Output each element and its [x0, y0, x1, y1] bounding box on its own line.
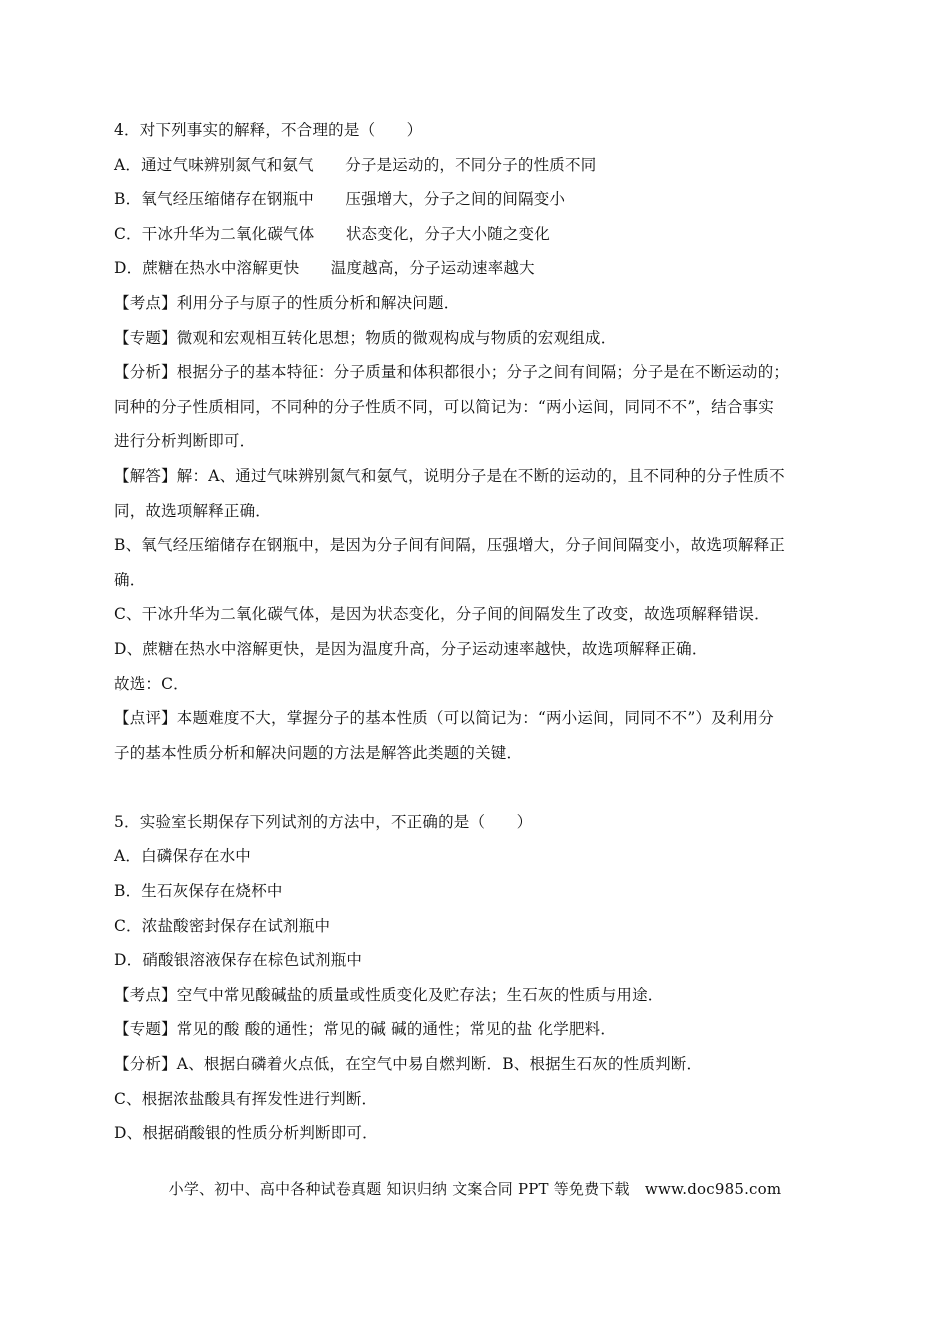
question-5-kaodian: 【考点】空气中常见酸碱盐的质量或性质变化及贮存法；生石灰的性质与用途．: [114, 985, 664, 1004]
question-4-option-c: C．干冰升华为二氧化碳气体 状态变化，分子大小随之变化: [114, 224, 550, 243]
question-4-zhuanti: 【专题】微观和宏观相互转化思想；物质的微观构成与物质的宏观组成．: [114, 328, 617, 347]
question-4-jieda-line-4: 确．: [114, 570, 146, 589]
question-4-jieda-line-3: B、氧气经压缩储存在钢瓶中，是因为分子间有间隔，压强增大，分子间间隔变小，故选项解释正: [114, 536, 785, 555]
question-5-fenxi-line-1: 【分析】A、根据白磷着火点低，在空气中易自燃判断．B、根据生石灰的性质判断．: [114, 1055, 703, 1074]
question-4-fenxi-line-1: 【分析】根据分子的基本特征：分子质量和体积都很小；分子之间有间隔；分子是在不断运动的；: [114, 363, 790, 382]
question-4-option-d: D．蔗糖在热水中溶解更快 温度越高，分子运动速率越大: [114, 259, 535, 278]
question-5-option-b: B．生石灰保存在烧杯中: [114, 882, 283, 901]
document-content: [114, 113, 839, 1151]
question-5-option-c: C．浓盐酸密封保存在试剂瓶中: [114, 916, 331, 935]
question-5-stem: 5．实验室长期保存下列试剂的方法中，不正确的是（ ）: [114, 812, 533, 831]
question-5-fenxi-line-2: C、根据浓盐酸具有挥发性进行判断．: [114, 1089, 378, 1108]
question-4-dianping-line-1: 【点评】本题难度不大，掌握分子的基本性质（可以简记为：“两小运间，同同不不”）及利用分: [114, 709, 774, 728]
question-4-stem: 4．对下列事实的解释，不合理的是（ ）: [114, 121, 423, 139]
question-4-kaodian: 【考点】利用分子与原子的性质分析和解决问题．: [114, 293, 460, 312]
question-4-jieda-line-6: D、蔗糖在热水中溶解更快，是因为温度升高，分子运动速率越快，故选项解释正确．: [114, 639, 708, 658]
question-4-jieda-line-5: C、干冰升华为二氧化碳气体，是因为状态变化，分子间的间隔发生了改变，故选项解释错误．: [114, 605, 770, 624]
question-4-jieda-line-2: 同，故选项解释正确．: [114, 501, 272, 520]
question-5-zhuanti: 【专题】常见的酸 酸的通性；常见的碱 碱的通性；常见的盐 化学肥料．: [114, 1020, 617, 1039]
question-4-fenxi-line-3: 进行分析判断即可．: [114, 432, 256, 451]
question-4-dianping-line-2: 子的基本性质分析和解决问题的方法是解答此类题的关键．: [114, 743, 523, 762]
question-4-option-a: A．通过气味辨别氮气和氨气 分子是运动的，不同分子的性质不同: [114, 155, 597, 174]
question-4-fenxi-line-2: 同种的分子性质相同，不同种的分子性质不同，可以简记为：“两小运间，同同不不”，结合事实: [114, 397, 774, 416]
question-5-option-a: A．白磷保存在水中: [114, 847, 251, 866]
page-footer: 小学、初中、高中各种试卷真题 知识归纳 文案合同 PPT 等免费下载 www.doc985.com: [168, 1180, 782, 1198]
question-5-fenxi-line-3: D、根据硝酸银的性质分析判断即可．: [114, 1124, 378, 1143]
question-4-answer: 故选：C．: [114, 674, 189, 693]
question-4-option-b: B．氧气经压缩储存在钢瓶中 压强增大，分子之间的间隔变小: [114, 190, 566, 209]
question-4-jieda-line-1: 【解答】解：A、通过气味辨别氮气和氨气，说明分子是在不断的运动的，且不同种的分子性质不: [114, 466, 785, 485]
question-spacer: [114, 770, 839, 805]
question-5-option-d: D．硝酸银溶液保存在棕色试剂瓶中: [114, 951, 363, 970]
